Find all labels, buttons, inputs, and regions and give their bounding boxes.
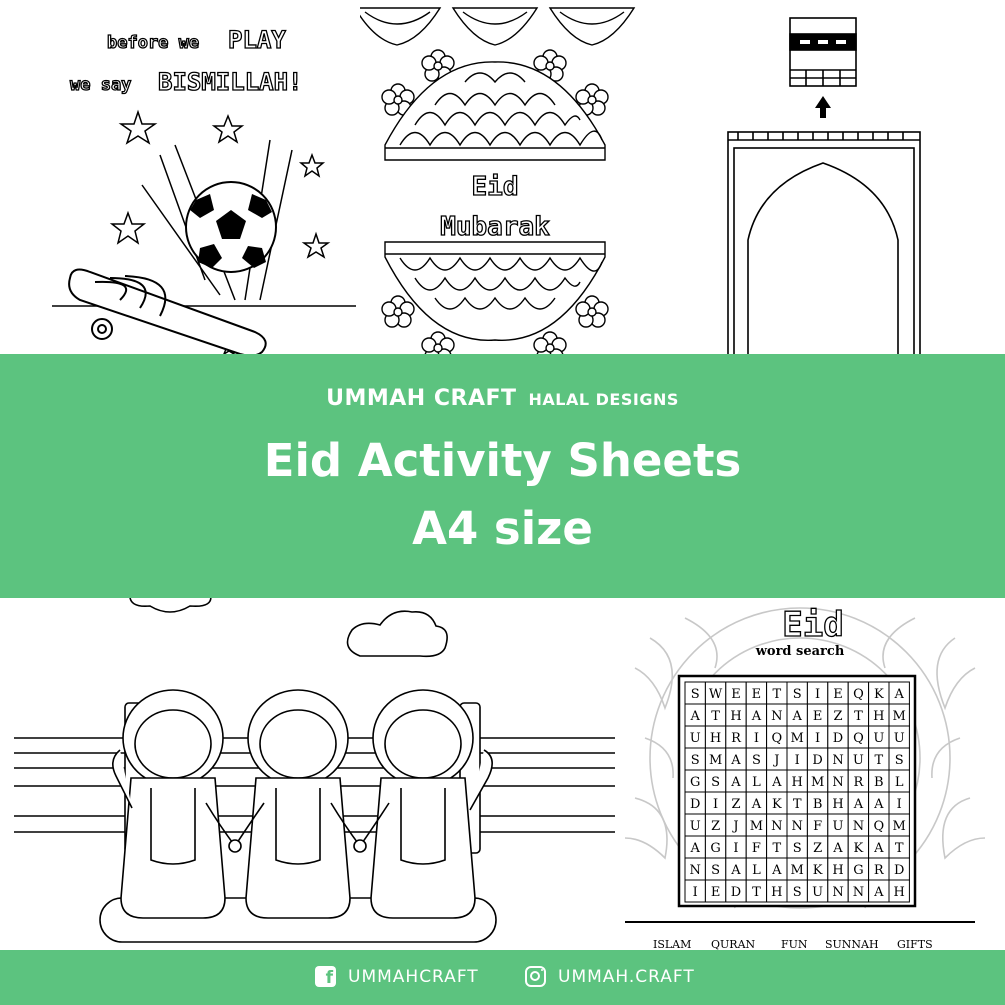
brand-line — [0, 386, 1005, 411]
grid-letter: B — [874, 775, 884, 790]
word-list-item: FUN — [781, 938, 808, 950]
word-list-item: ISLAM — [653, 938, 692, 950]
grid-letter: S — [711, 863, 721, 878]
instagram-icon — [525, 966, 546, 987]
word-search-subtitle: word search — [755, 644, 845, 659]
scale-ornament-top — [385, 62, 605, 160]
grid-letter: S — [751, 753, 761, 768]
sports-coloring-sheet — [0, 0, 360, 354]
grid-letter: Z — [731, 797, 741, 812]
grid-letter: A — [874, 885, 884, 900]
word-list-item: SUNNAH — [825, 938, 879, 950]
grid-letter: H — [832, 797, 844, 812]
grid-letter: U — [812, 885, 824, 900]
instagram-link[interactable] — [525, 966, 695, 987]
grid-letter: T — [752, 885, 761, 900]
grid-letter: G — [710, 841, 721, 856]
sports-text-play: PLAY — [228, 26, 286, 54]
grid-letter: U — [852, 753, 864, 768]
cloud-icons — [130, 598, 447, 656]
grid-letter: A — [792, 709, 802, 724]
grid-letter: R — [731, 731, 741, 746]
grid-letter: J — [774, 753, 780, 768]
grid-letter: Q — [853, 687, 864, 702]
grid-letter: N — [852, 819, 865, 834]
grid-letter: K — [771, 797, 782, 812]
grid-letter: U — [873, 731, 885, 746]
grid-letter: D — [832, 731, 844, 746]
grid-letter: Q — [771, 731, 783, 746]
grid-letter: N — [689, 863, 701, 878]
arrow-up-icon — [815, 96, 831, 118]
grid-letter: H — [791, 775, 803, 790]
grid-letter: M — [892, 709, 906, 724]
girl-figures — [113, 690, 492, 918]
grid-letter: A — [772, 775, 782, 790]
grid-letter: E — [751, 687, 762, 702]
prayer-mat-illustration — [648, 0, 1005, 354]
grid-letter: S — [690, 753, 700, 768]
grid-letter: H — [771, 885, 783, 900]
grid-letter: N — [832, 753, 844, 768]
grid-letter: Q — [853, 731, 864, 746]
grid-letter: G — [690, 775, 701, 790]
product-title-line1: Eid Activity Sheets — [263, 434, 742, 487]
grid-letter: U — [689, 731, 701, 746]
grid-letter: K — [873, 687, 884, 702]
word-search-illustration — [625, 598, 1005, 950]
grid-letter: Z — [833, 709, 843, 724]
grid-letter: E — [710, 885, 721, 900]
grid-letter: N — [852, 885, 865, 900]
grid-letter: H — [832, 863, 844, 878]
grid-letter: U — [689, 819, 701, 834]
grid-letter: N — [832, 775, 844, 790]
eid-mubarak-illustration — [360, 0, 648, 354]
grid-letter: H — [893, 885, 905, 900]
grid-letter: H — [730, 709, 742, 724]
grid-letter: K — [853, 841, 864, 856]
grid-letter: M — [810, 775, 825, 790]
sports-text-before-we: before we — [107, 33, 200, 53]
grid-letter: A — [690, 841, 700, 856]
grid-letter: T — [874, 753, 884, 768]
facebook-handle: UMMAHCRAFT — [348, 966, 479, 987]
grid-letter: M — [708, 753, 723, 768]
eid-word: Eid — [471, 172, 519, 202]
grid-letter: M — [790, 863, 804, 878]
grid-letter: A — [894, 687, 904, 702]
grid-letter: D — [730, 885, 742, 900]
grid-letter: A — [731, 775, 741, 790]
football-icon — [186, 182, 276, 272]
grid-letter: S — [711, 775, 721, 790]
prayer-mat-coloring-sheet — [648, 0, 1005, 354]
grid-letter: K — [812, 863, 823, 878]
grid-letter: M — [790, 731, 804, 746]
grid-letter: T — [711, 709, 720, 724]
word-search-title: Eid — [782, 605, 844, 645]
grid-letter: N — [771, 819, 783, 834]
grid-letter: I — [753, 731, 759, 746]
top-ornaments — [360, 8, 634, 45]
grid-letter: E — [833, 687, 843, 702]
grid-letter: D — [893, 863, 905, 878]
grid-letter: L — [752, 863, 761, 878]
grid-letter: B — [812, 797, 823, 812]
grid-letter: I — [713, 797, 719, 812]
grid-letter: R — [853, 775, 864, 790]
grid-letter: S — [792, 687, 802, 702]
grid-letter: T — [894, 841, 904, 856]
prayer-mat-icon — [728, 132, 920, 354]
instagram-handle: UMMAH.CRAFT — [558, 966, 695, 987]
grid-letter: W — [708, 687, 723, 702]
kaaba-icon — [790, 18, 856, 86]
grid-letter: A — [731, 863, 741, 878]
grid-letter: L — [752, 775, 761, 790]
eid-mubarak-coloring-sheet — [360, 0, 648, 354]
grid-letter: A — [690, 709, 700, 724]
grid-letter: N — [791, 819, 803, 834]
grid-letter: A — [751, 797, 762, 812]
grid-letter: N — [771, 709, 783, 724]
grid-letter: I — [794, 753, 800, 768]
grid-letter: E — [731, 687, 741, 702]
grid-letter: F — [813, 819, 823, 834]
grid-letter: U — [893, 731, 905, 746]
grid-letter: F — [751, 841, 761, 856]
title-banner — [0, 354, 1005, 598]
grid-letter: A — [874, 841, 884, 856]
grid-letter: A — [751, 709, 762, 724]
grid-letter: Z — [711, 819, 721, 834]
sports-illustration — [0, 0, 360, 354]
word-search-sheet — [625, 598, 1005, 950]
grid-letter: R — [873, 863, 884, 878]
grid-letter: T — [772, 841, 782, 856]
brand-subtitle: HALAL DESIGNS — [528, 390, 679, 409]
grid-letter: Q — [873, 819, 885, 834]
grid-letter: S — [792, 885, 802, 900]
grid-letter: N — [832, 885, 844, 900]
grid-letter: A — [874, 797, 884, 812]
mubarak-word: Mubarak — [440, 212, 550, 242]
grid-letter: D — [812, 753, 823, 768]
grid-letter: H — [873, 709, 885, 724]
facebook-icon: f — [315, 966, 336, 987]
grid-letter: M — [749, 819, 764, 834]
grid-letter: J — [733, 819, 739, 834]
grid-letter: T — [854, 709, 863, 724]
grid-letter: H — [709, 731, 722, 746]
grid-letter: I — [896, 797, 902, 812]
grid-letter: M — [892, 819, 906, 834]
grid-letter: A — [853, 797, 864, 812]
footer-bar — [0, 950, 1005, 1005]
grid-letter: D — [689, 797, 701, 812]
grid-letter: A — [833, 841, 843, 856]
word-search-grid — [685, 682, 909, 902]
facebook-link[interactable] — [315, 966, 479, 987]
grid-letter: Z — [813, 841, 823, 856]
grid-letter: A — [731, 753, 741, 768]
grid-letter: L — [894, 775, 904, 790]
grid-letter: A — [772, 863, 782, 878]
grid-letter: T — [772, 687, 782, 702]
skateboard-icon — [69, 270, 266, 354]
grid-letter: I — [815, 731, 821, 746]
sports-text-bismillah: BISMILLAH! — [158, 68, 303, 96]
grid-letter: E — [812, 709, 823, 724]
grid-letter: S — [792, 841, 802, 856]
grid-letter: S — [690, 687, 700, 702]
brand-name: UMMAH CRAFT — [326, 386, 517, 411]
grid-letter: S — [894, 753, 904, 768]
product-title-line2: A4 size — [412, 502, 593, 555]
girls-illustration — [0, 598, 625, 950]
word-list-item: QURAN — [711, 938, 756, 950]
grid-letter: I — [692, 885, 698, 900]
grid-letter: G — [853, 863, 864, 878]
grid-letter: I — [733, 841, 739, 856]
scale-ornament-bottom — [385, 242, 605, 340]
grid-letter: T — [792, 797, 802, 812]
sports-text-we-say: we say — [70, 75, 132, 95]
grid-letter: U — [832, 819, 844, 834]
word-list-item: GIFTS — [897, 938, 933, 950]
girls-coloring-sheet — [0, 598, 625, 950]
grid-letter: I — [815, 687, 821, 702]
